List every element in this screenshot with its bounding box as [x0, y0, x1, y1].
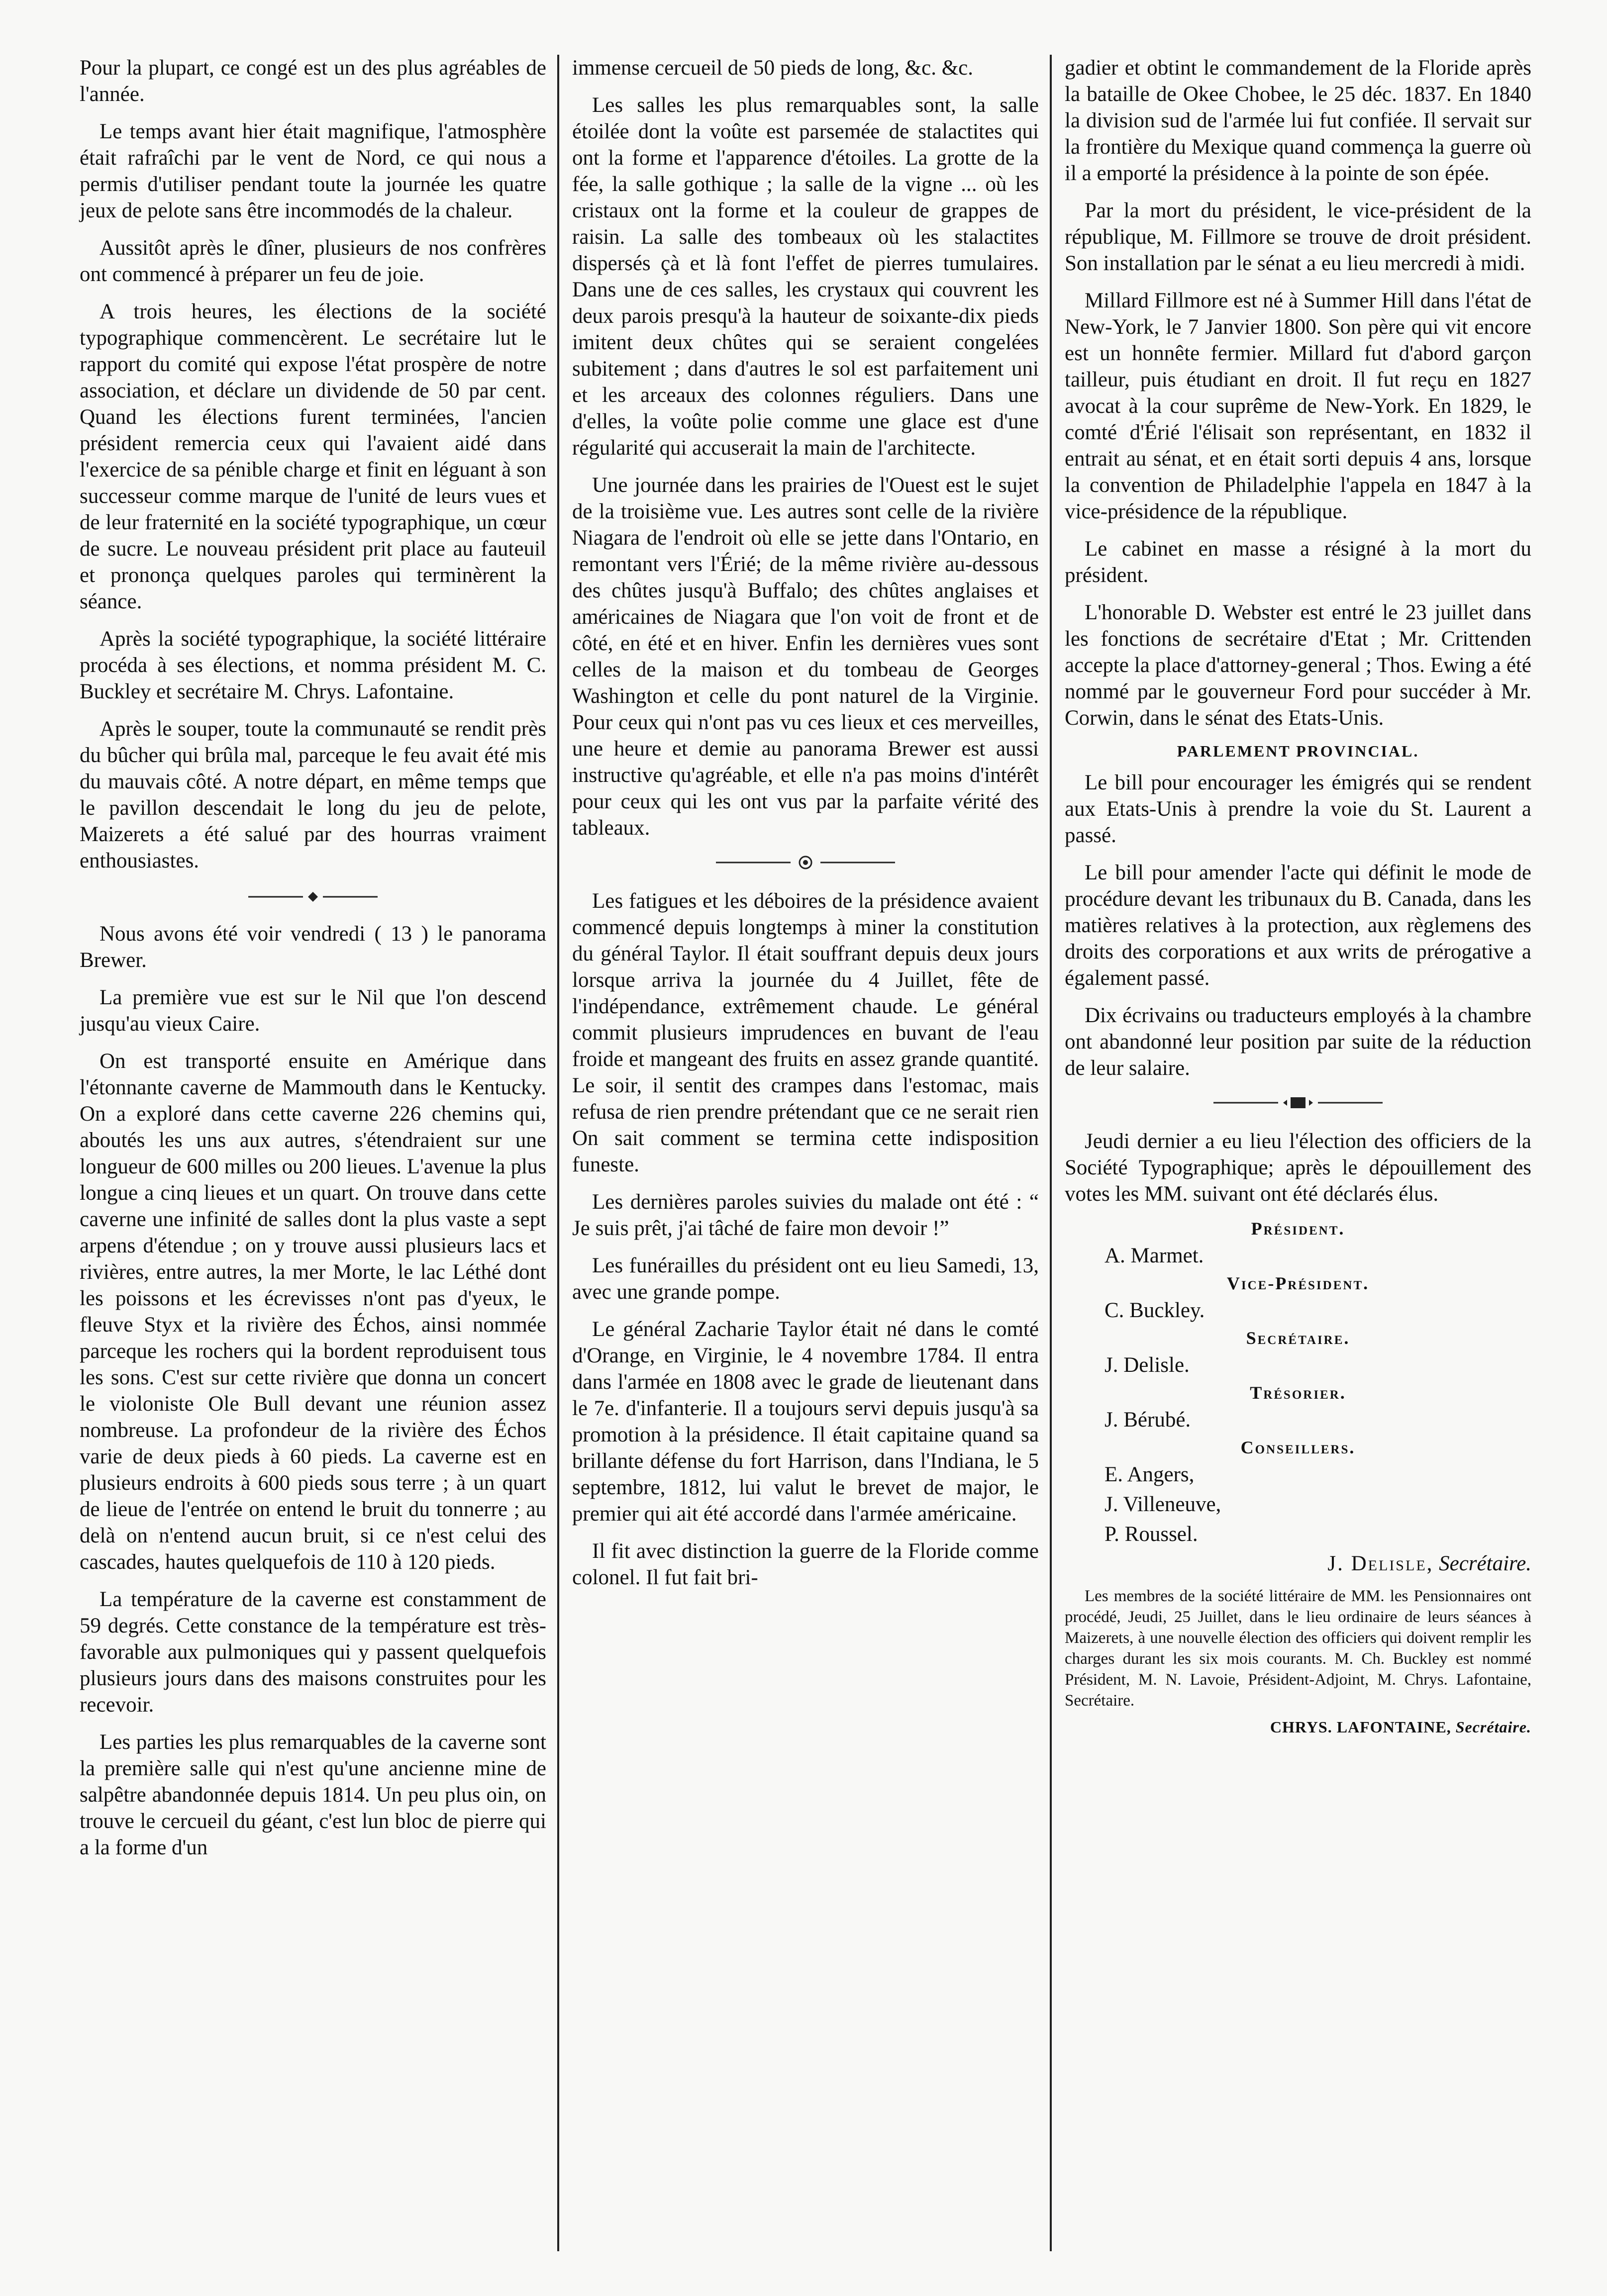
paragraph: Après la société typographique, la société littéraire procéda à ses élections, et nomma président M. C. Buckley et secrétaire M. Chrys. Lafontaine.	[80, 627, 546, 703]
column-1	[75, 55, 557, 2251]
officer-name: J. Villeneuve,	[1105, 1493, 1221, 1516]
office-title: Secrétaire.	[1246, 1328, 1350, 1348]
signature	[1065, 1551, 1531, 1576]
officer-name: P. Roussel.	[1105, 1523, 1198, 1546]
office-title: Vice-Président.	[1226, 1273, 1370, 1293]
office-title: Président.	[1251, 1219, 1345, 1239]
paragraph: Après le souper, toute la communauté se rendit près du bûcher qui brûla mal, parceque le feu avait été mis du mauvais côté. A notre départ, en même temps que le pavillon descendait le long du jeu de pelote, Maizerets a été salué par des hourras vraiment enthousiastes.	[80, 717, 546, 872]
column-3	[1050, 55, 1542, 2251]
officer-name: A. Marmet.	[1105, 1244, 1204, 1267]
paragraph: Les funérailles du président ont eu lieu Samedi, 13, avec une grande pompe.	[572, 1254, 1039, 1304]
paragraph: Par la mort du président, le vice-président de la république, M. Fillmore se trouve de droit président. Son installation par le sénat a eu lieu mercredi à midi.	[1065, 199, 1531, 275]
signature-role: Secrétaire.	[1439, 1552, 1531, 1575]
paragraph: Nous avons été voir vendredi ( 13 ) le panorama Brewer.	[80, 922, 546, 972]
paragraph: Le cabinet en masse a résigné à la mort du président.	[1065, 537, 1531, 587]
paragraph: Aussitôt après le dîner, plusieurs de nos confrères ont commencé à préparer un feu de joie.	[80, 236, 546, 286]
signature-role: Secrétaire.	[1455, 1718, 1531, 1736]
officer-name: J. Bérubé.	[1105, 1408, 1191, 1432]
paragraph: Dix écrivains ou traducteurs employés à la chambre ont abandonné leur position par suite de la réduction de leur salaire.	[1065, 1004, 1531, 1080]
office-title: Trésorier.	[1250, 1383, 1346, 1403]
paragraph: Une journée dans les prairies de l'Ouest est le sujet de la troisième vue. Les autres sont celle de la rivière Niagara de l'endroit où elle se jette dans l'Ontario, en remontant vers l'Érié; de la même rivière au-dessous des chûtes jusqu'à Buffalo; des chûtes anglaises et américaines de Niagara que l'on voit de front et de côté, en été et en hiver. Enfin les dernières vues sont celles de la maison et du tombeau de Georges Washington et celle du pont naturel de la Virginie. Pour ceux qui n'ont pas vu ces lieux et ces merveilles, une heure et demie au panorama Brewer est aussi instructive qu'agréable, et elle n'a pas moins d'intérêt pour ceux qui les ont vus par la parfaite vérité des tableaux.	[572, 474, 1039, 840]
paragraph: gadier et obtint le commandement de la Floride après la bataille de Okee Chobee, le 25 déc. 1837. En 1840 la division sud de l'armée lui fut confiée. Il servait sur la frontière du Mexique quand commença la guerre où il a emporté la présidence à la pointe de son épée.	[1065, 56, 1531, 185]
paragraph: Le général Zacharie Taylor était né dans le comté d'Orange, en Virginie, le 4 novembre 1784. Il entra dans l'armée en 1808 avec le grade de lieutenant dans le 7e. d'infanterie. Il a toujours servi depuis jusqu'à sa promotion à la présidence. Il était capitaine quand sa brillante défense du fort Harrison, dans l'Indiana, le 5 septembre, 1812, lui valut le brevet de major, le premier qui ait été accordé dans l'armée américaine.	[572, 1318, 1039, 1526]
officer-name: J. Delisle.	[1105, 1353, 1190, 1377]
ornament-rule-icon	[238, 891, 388, 903]
column-2	[557, 55, 1050, 2251]
paragraph: Le bill pour encourager les émigrés qui se rendent aux Etats-Unis à prendre la voie du St. Laurent a passé.	[1065, 771, 1531, 847]
paragraph: Les parties les plus remarquables de la caverne sont la première salle qui n'est qu'une ancienne mine de salpêtre abandonnée depuis 1814. Un peu plus oin, on trouve le cercueil du géant, c'est lun bloc de pierre qui a la forme d'un	[80, 1730, 546, 1859]
officer-name: E. Angers,	[1105, 1463, 1195, 1486]
paragraph: A trois heures, les élections de la société typographique commencèrent. Le secrétaire lut le rapport du comité qui expose l'état prospère de notre association, et déclare un dividende de 50 par cent. Quand les élections furent terminées, l'ancien président remercia ceux qui l'avaient aidé dans l'exercice de sa pénible charge et finit en léguant à son successeur comme marque de l'unité de leurs vues et de leur fraternité en la société typographique, un cœur de sucre. Le nouveau président prit place au fauteuil et prononça quelques paroles qui terminèrent la séance.	[80, 300, 546, 613]
paragraph: Les dernières paroles suivies du malade ont été : “ Je suis prêt, j'ai tâché de faire mon devoir !”	[572, 1190, 1039, 1240]
paragraph: L'honorable D. Webster est entré le 23 juillet dans les fonctions de secrétaire d'Etat ; Mr. Crittenden accepte la place d'attorney-general ; Thos. Ewing a été nommé par le gouverneur Ford pour succéder à Mr. Corwin, dans le sénat des Etats-Unis.	[1065, 601, 1531, 730]
paragraph: Le bill pour amender l'acte qui définit le mode de procédure devant les tribunaux du B. Canada, dans les matières relatives à la protection, aux règlemens des droits des corporations et aux writs de prérogative a également passé.	[1065, 861, 1531, 990]
paragraph: La première vue est sur le Nil que l'on descend jusqu'au vieux Caire.	[80, 986, 546, 1036]
paragraph: Les salles les plus remarquables sont, la salle étoilée dont la voûte est parsemée de stalactites qui ont la forme et l'apparence d'étoiles. La grotte de la fée, la salle gothique ; la salle de la vigne ... où les cristaux ont la forme et la couleur de grappes de raisin. La salle des tombeaux où les stalactites dispersés çà et là font l'effet de pierres tumulaires. Dans une de ces salles, les crystaux qui couvrent les deux parois presqu'à la hauteur de soixante-dix pieds imitent deux chûtes qui se seraient congelées subitement ; dans d'autres le sol est parfaitement uni et les arceaux des colonnes réguliers. Dans une d'elles, la voûte polie comme une glace est d'une régularité qui accuserait la main de l'architecte.	[572, 94, 1039, 460]
paragraph: Les fatigues et les déboires de la présidence avaient commencé depuis longtemps à miner la constitution du général Taylor. Il était souffrant depuis deux jours lorsque arriva la journée du 4 Juillet, fête de l'indépendance, extrêmement chaude. Le général commit plusieurs imprudences en buvant de l'eau froide et mangeant des fruits en assez grande quantité. Le soir, il sentit des crampes dans l'estomac, mais refusa de rien prendre prétendant que ce ne serait rien On sait comment se termina cette indisposition funeste.	[572, 889, 1039, 1176]
ornament-rule-icon	[711, 855, 900, 870]
ornament-separator	[1065, 1092, 1531, 1115]
paragraph: Millard Fillmore est né à Summer Hill dans l'état de New-York, le 7 Janvier 1800. Son père qui vit encore est un honnête fermier. Millard fut d'abord garçon tailleur, puis étudiant en droit. Il fut reçu en 1827 avocat à la cour suprême de New-York. En 1829, le comté d'Érié l'élisait son représentant, en 1832 il entrait au sénat, et en était sorti depuis 4 ans, lorsque la convention de Philadelphie l'appela en 1847 à la vice-présidence de la république.	[1065, 289, 1531, 523]
section-heading: PARLEMENT PROVINCIAL.	[1177, 742, 1419, 760]
paragraph: Pour la plupart, ce congé est un des plus agréables de l'année.	[80, 56, 546, 106]
paragraph: immense cercueil de 50 pieds de long, &c. &c.	[572, 56, 973, 80]
paragraph: On est transporté ensuite en Amérique dans l'étonnante caverne de Mammouth dans le Kentucky. On a exploré dans cette caverne 226 chemins qui, aboutés les uns aux autres, s'étendraient sur une longueur de 600 milles ou 200 lieues. L'avenue la plus longue a cinq lieues et un quart. On trouve dans cette caverne une infinité de salles dont la plus vaste a sept arpens d'étendue ; on y trouve aussi plusieurs lacs et rivières, entre autres, la mer Morte, le lac Léthé dont les poissons et les écrevisses n'ont pas d'yeux, le fleuve Styx et la rivière des Échos, ainsi nommée parceque les rochers qui la bordent reproduisent tous les sons. C'est sur cette rivière que donna un concert le violoniste Ole Bull devant une réunion assez nombreuse. La profondeur de la rivière des Échos varie de deux pieds à 60 pieds. La caverne est en plusieurs endroits à 600 pieds sous terre ; à un quart de lieue de l'entrée on entend le bruit du tonnerre ; au delà on n'entend aucun bruit, si ce n'est celui des cascades, hautes quelquefois de 110 à 120 pieds.	[80, 1050, 546, 1574]
ornament-separator	[80, 885, 546, 908]
ornament-rule-icon	[1208, 1095, 1388, 1110]
paragraph: Le temps avant hier était magnifique, l'atmosphère était rafraîchi par le vent de Nord, ce qui nous a permis d'utiliser pendant toute la journée les quatre jeux de pelote sans être incommodés de la chaleur.	[80, 120, 546, 222]
paragraph: Les membres de la société littéraire de MM. les Pensionnaires ont procédé, Jeudi, 25 Juillet, dans le lieu ordinaire de leurs séances à Maizerets, à une nouvelle élection des officiers qui doivent remplir les charges durant les six mois courants. M. Ch. Buckley est nommé Président, M. N. Lavoie, Président-Adjoint, M. Chrys. Lafontaine, Secrétaire.	[1065, 1587, 1531, 1710]
signature-name: J. Delisle,	[1327, 1552, 1434, 1575]
signature-name: CHRYS. LAFONTAINE,	[1270, 1718, 1451, 1736]
paragraph: Il fit avec distinction la guerre de la Floride comme colonel. Il fut fait bri-	[572, 1539, 1039, 1589]
paragraph: Jeudi dernier a eu lieu l'élection des officiers de la Société Typographique; après le dépouillement des votes les MM. suivant ont été déclarés élus.	[1065, 1130, 1531, 1206]
officer-name: C. Buckley.	[1105, 1299, 1205, 1322]
columns	[75, 55, 1547, 2251]
office-title: Conseillers.	[1240, 1437, 1356, 1457]
signature	[1065, 1718, 1531, 1736]
paragraph: La température de la caverne est constamment de 59 degrés. Cette constance de la température est très-favorable aux pulmoniques qui y passent quelquefois plusieurs jours dans des maisons construites pour les recevoir.	[80, 1588, 546, 1717]
ornament-separator	[572, 852, 1039, 875]
